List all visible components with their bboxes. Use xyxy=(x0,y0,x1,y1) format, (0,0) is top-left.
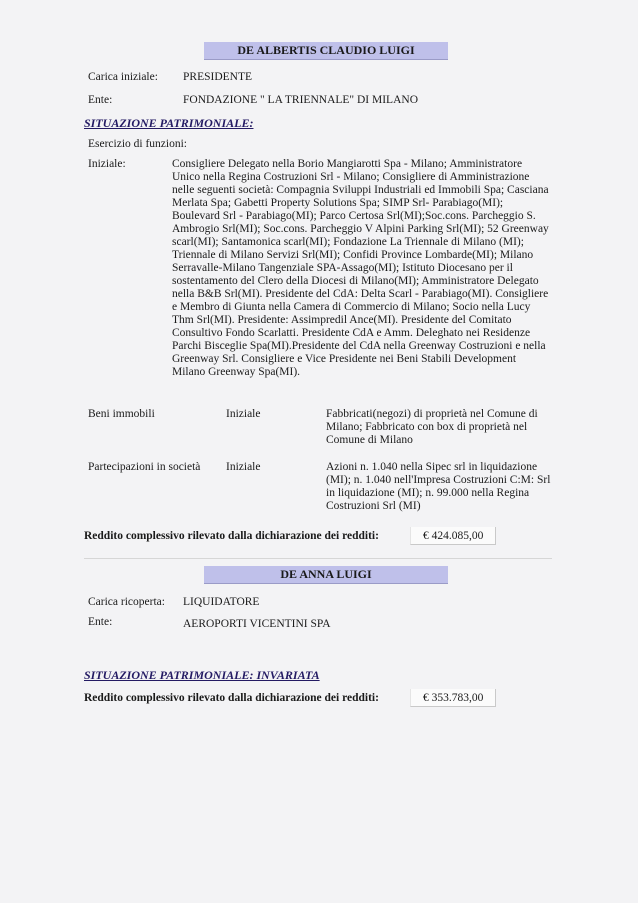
reddito-label: Reddito complessivo rilevato dalla dichiarazione dei redditi: xyxy=(84,692,379,704)
beni-tipo: Iniziale xyxy=(226,408,261,420)
ente-value: FONDAZIONE " LA TRIENNALE" DI MILANO xyxy=(183,94,418,106)
iniziale-text xyxy=(172,158,549,379)
text-line: scarl(MI); Santamonica scarl(MI); Fondazione La Triennale di Milano (MI); xyxy=(172,236,524,248)
ente-value: AEROPORTI VICENTINI SPA xyxy=(183,618,331,630)
text-line: nella B&B Srl(MI). Presidente del CdA: Delta Scarl - Parabiago(MI). Consigliere xyxy=(172,288,549,300)
text-line: Unico nella Regina Costruzioni Srl - Milano; Consigliere di Amministrazione xyxy=(172,171,530,183)
person2-name-header: DE ANNA LUIGI xyxy=(204,566,448,584)
carica-label: Carica iniziale: xyxy=(88,71,158,83)
text-line: Ambrogio Srl(MI); Soc.cons. Parcheggio V Alpini Parking Srl(MI); 52 Greenway xyxy=(172,223,549,235)
text-line: Thm Srl(MI). Presidente: Assimpredil Ance(MI). Presidente del Comitato xyxy=(172,314,512,326)
person1-name-header: DE ALBERTIS CLAUDIO LUIGI xyxy=(204,42,448,60)
text-line: e Membro di Giunta nella Camera di Commercio di Milano; Socio nella Lucy xyxy=(172,301,531,313)
text-line: Costruzioni Srl (MI) xyxy=(326,500,421,512)
text-line: Greenway Srl. Consigliere e Vice Presidente nei Beni Stabili Development xyxy=(172,353,517,365)
text-line: Serravalle-Milano Tangenziale SPA-Assago(MI); Istituto Diocesano per il xyxy=(172,262,513,274)
esercizio-label: Esercizio di funzioni: xyxy=(88,138,187,150)
beni-description xyxy=(326,408,538,447)
ente-label: Ente: xyxy=(88,616,113,628)
carica-value: PRESIDENTE xyxy=(183,71,252,83)
situazione-heading: SITUAZIONE PATRIMONIALE: xyxy=(84,116,254,130)
reddito-value-box: € 353.783,00 xyxy=(410,689,496,707)
beni-label: Beni immobili xyxy=(88,408,155,420)
partecipazioni-label: Partecipazioni in società xyxy=(88,461,201,473)
text-line: nelle seguenti società: Compagnia Sviluppi Industriali ed Immobili Spa; Casciana xyxy=(172,184,549,196)
text-line: Consigliere Delegato nella Borio Mangiarotti Spa - Milano; Amministratore xyxy=(172,158,523,170)
reddito-label: Reddito complessivo rilevato dalla dichiarazione dei redditi: xyxy=(84,530,379,542)
text-line: sostentamento del Clero della Diocesi di Milano(MI); Amministratore Delegato xyxy=(172,275,539,287)
text-line: Comune di Milano xyxy=(326,434,413,446)
text-line: Triennale di Milano Servizi Srl(MI); Confidi Province Lombarde(MI); Milano xyxy=(172,249,534,261)
text-line: Azioni n. 1.040 nella Sipec srl in liquidazione xyxy=(326,461,538,473)
situazione-heading: SITUAZIONE PATRIMONIALE: INVARIATA xyxy=(84,668,320,682)
carica-label: Carica ricoperta: xyxy=(88,596,165,608)
iniziale-label: Iniziale: xyxy=(88,158,126,170)
section-divider xyxy=(84,558,552,559)
partecipazioni-tipo: Iniziale xyxy=(226,461,261,473)
text-line: Consultivo Fondo Scarlatti. Presidente CdA e Amm. Deleghato nei Residenze xyxy=(172,327,531,339)
partecipazioni-description xyxy=(326,461,550,513)
text-line: Milano Greenway Spa(MI). xyxy=(172,366,301,378)
reddito-value-box: € 424.085,00 xyxy=(410,527,496,545)
ente-label: Ente: xyxy=(88,94,113,106)
text-line: Milano; Fabbricato con box di proprietà nel xyxy=(326,421,528,433)
text-line: Parchi Bisceglie Spa(MI).Presidente del CdA nella Greenway Costruzioni e nella xyxy=(172,340,546,352)
carica-value: LIQUIDATORE xyxy=(183,596,260,608)
text-line: Merlata Spa; Gabetti Property Solutions Spa; SIMP Srl- Parabiago(MI); xyxy=(172,197,504,209)
text-line: Fabbricati(negozi) di proprietà nel Comune di xyxy=(326,408,538,420)
text-line: (MI); n. 1.040 nell'Impresa Costruzioni C:M: Srl xyxy=(326,474,551,486)
text-line: in liquidazione (MI); n. 99.000 nella Regina xyxy=(326,487,530,499)
text-line: Boulevard Srl - Parabiago(MI); Parco Certosa Srl(MI);Soc.cons. Parcheggio S. xyxy=(172,210,536,222)
